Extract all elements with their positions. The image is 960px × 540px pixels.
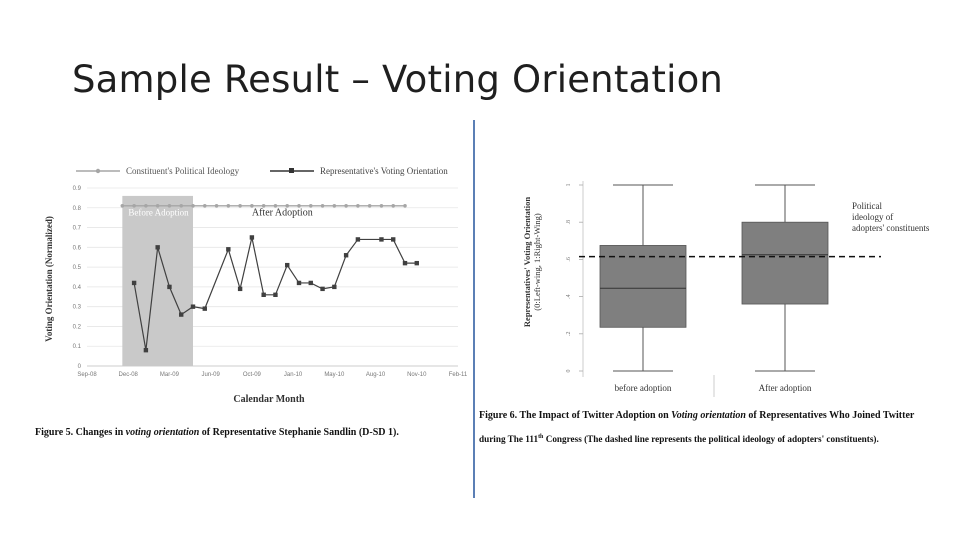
figure-6-caption-line-2 <box>479 434 879 444</box>
y-tick-label: 0.1 <box>72 344 81 351</box>
constituent-ideology-point <box>238 204 242 208</box>
chart6-y-axis-label <box>522 197 542 327</box>
fig5-caption-post: of Representative Stephanie Sandlin (D-SD 1). <box>199 427 399 438</box>
reference-line-label: adopters' constituents <box>852 223 930 233</box>
voting-orientation-point <box>356 237 360 241</box>
constituent-ideology-point <box>156 204 160 208</box>
before-adoption-label: Before Adoption <box>128 207 189 218</box>
y-tick-label: .8 <box>566 219 572 225</box>
y-tick-label: 0.4 <box>72 284 81 291</box>
constituent-ideology-point <box>297 204 301 208</box>
x-tick-label: Jan-10 <box>283 372 303 378</box>
legend-dark-marker <box>289 168 294 173</box>
figure-5-line-chart <box>40 160 470 408</box>
voting-orientation-point <box>379 237 383 241</box>
constituent-ideology-point <box>344 204 348 208</box>
constituent-ideology-point <box>144 204 148 208</box>
voting-orientation-point <box>132 281 136 285</box>
voting-orientation-point <box>144 348 148 352</box>
constituent-ideology-point <box>285 204 289 208</box>
chart6-ticks <box>566 184 583 373</box>
voting-orientation-point <box>238 287 242 291</box>
voting-orientation-point <box>167 285 171 289</box>
fig6-caption2-pre: during The 111 <box>479 434 539 445</box>
after-adoption-label: After Adoption <box>251 207 313 219</box>
vertical-divider <box>473 120 475 498</box>
voting-orientation-point <box>203 306 207 310</box>
x-tick-label: Mar-09 <box>159 372 179 378</box>
y-axis-label-sub: (0:Left-wing, 1:Right-Wing) <box>532 213 542 311</box>
figure-6-box-plot <box>515 170 955 402</box>
y-tick-label: 0 <box>566 369 572 373</box>
y-tick-label: .2 <box>566 331 572 337</box>
y-tick-label: .6 <box>566 257 572 262</box>
voting-orientation-point <box>391 237 395 241</box>
x-tick-label: Feb-11 <box>448 372 468 378</box>
y-tick-label: 1 <box>566 183 572 187</box>
legend-gray-marker <box>96 169 100 173</box>
slide-title: Sample Result – Voting Orientation <box>72 58 724 101</box>
y-tick-label: .4 <box>566 294 572 299</box>
constituent-ideology-point <box>121 204 125 208</box>
constituent-ideology-point <box>227 204 231 208</box>
y-axis-label-main: Representatives' Voting Orientation <box>522 196 532 328</box>
voting-orientation-point <box>403 261 407 265</box>
before-adoption-shade <box>122 196 312 366</box>
constituent-ideology-point <box>262 204 266 208</box>
voting-orientation-point <box>285 263 289 267</box>
constituent-ideology-point <box>179 204 183 208</box>
fig6-caption1-pre: Figure 6. The Impact of Twitter Adoption on <box>479 410 672 421</box>
chart5-y-axis-label: Voting Orientation (Normalized) <box>44 216 54 342</box>
constituent-ideology-point <box>274 204 278 208</box>
chart6-boxes <box>600 185 828 397</box>
voting-orientation-point <box>273 293 277 297</box>
fig6-caption1-post: of Representatives Who Joined Twitter <box>745 410 915 421</box>
voting-orientation-point <box>297 281 301 285</box>
chart5-x-axis-label: Calendar Month <box>233 394 305 405</box>
box-iqr <box>600 245 686 327</box>
voting-orientation-point <box>179 312 183 316</box>
constituent-ideology-point <box>168 204 172 208</box>
constituent-ideology-point <box>380 204 384 208</box>
y-tick-label: 0.2 <box>72 324 81 331</box>
reference-line-label: ideology of <box>852 212 894 222</box>
constituent-ideology-point <box>391 204 395 208</box>
fig6-caption2-post: Congress (The dashed line represents the political ideology of adopters' constituents). <box>543 434 879 445</box>
constituent-ideology-point <box>132 204 136 208</box>
x-tick-label: Aug-10 <box>365 372 386 378</box>
x-tick-label: Sep-08 <box>77 372 97 378</box>
constituent-ideology-point <box>309 204 313 208</box>
x-tick-label: Dec-08 <box>118 372 138 378</box>
constituent-ideology-point <box>203 204 207 208</box>
y-tick-label: 0.7 <box>72 225 81 232</box>
x-tick-label: Nov-10 <box>407 372 427 378</box>
voting-orientation-point <box>191 304 195 308</box>
y-tick-label: 0.6 <box>72 245 81 252</box>
voting-orientation-point <box>332 285 336 289</box>
constituent-ideology-point <box>191 204 195 208</box>
y-tick-label: 0.5 <box>72 265 81 272</box>
voting-orientation-point <box>155 245 159 249</box>
y-tick-label: 0.8 <box>72 205 81 212</box>
x-tick-label: May-10 <box>324 372 345 378</box>
voting-orientation-point <box>226 247 230 251</box>
legend-representative-label: Representative's Voting Orientation <box>320 166 448 176</box>
category-label: before adoption <box>614 383 672 393</box>
category-label: After adoption <box>758 383 812 393</box>
y-tick-label: 0 <box>77 364 81 370</box>
constituent-ideology-point <box>215 204 219 208</box>
figure-5-caption <box>35 427 399 438</box>
chart5-legend <box>76 166 448 176</box>
fig5-caption-pre: Figure 5. Changes in <box>35 427 126 438</box>
fig6-caption2-sup: th <box>538 434 544 440</box>
voting-orientation-point <box>344 253 348 257</box>
y-tick-label: 0.9 <box>72 186 81 192</box>
x-tick-label: Jun-09 <box>201 372 220 378</box>
constituent-ideology-point <box>368 204 372 208</box>
y-tick-label: 0.3 <box>72 304 81 311</box>
constituent-ideology-point <box>403 204 407 208</box>
constituent-ideology-point <box>321 204 325 208</box>
fig5-caption-em: voting orientation <box>125 427 200 438</box>
figure-6-caption-line-1 <box>479 410 914 421</box>
constituent-ideology-point <box>250 204 254 208</box>
constituent-ideology-point <box>333 204 337 208</box>
voting-orientation-point <box>250 235 254 239</box>
reference-line-label: Political <box>852 201 882 211</box>
constituent-ideology-point <box>356 204 360 208</box>
voting-orientation-point <box>309 281 313 285</box>
x-tick-label: Oct-09 <box>242 372 261 378</box>
voting-orientation-point <box>261 293 265 297</box>
voting-orientation-point <box>320 287 324 291</box>
voting-orientation-point <box>415 261 419 265</box>
box-iqr <box>742 222 828 304</box>
legend-constituent-label: Constituent's Political Ideology <box>126 166 240 176</box>
fig6-caption1-em: Voting orientation <box>671 410 746 421</box>
